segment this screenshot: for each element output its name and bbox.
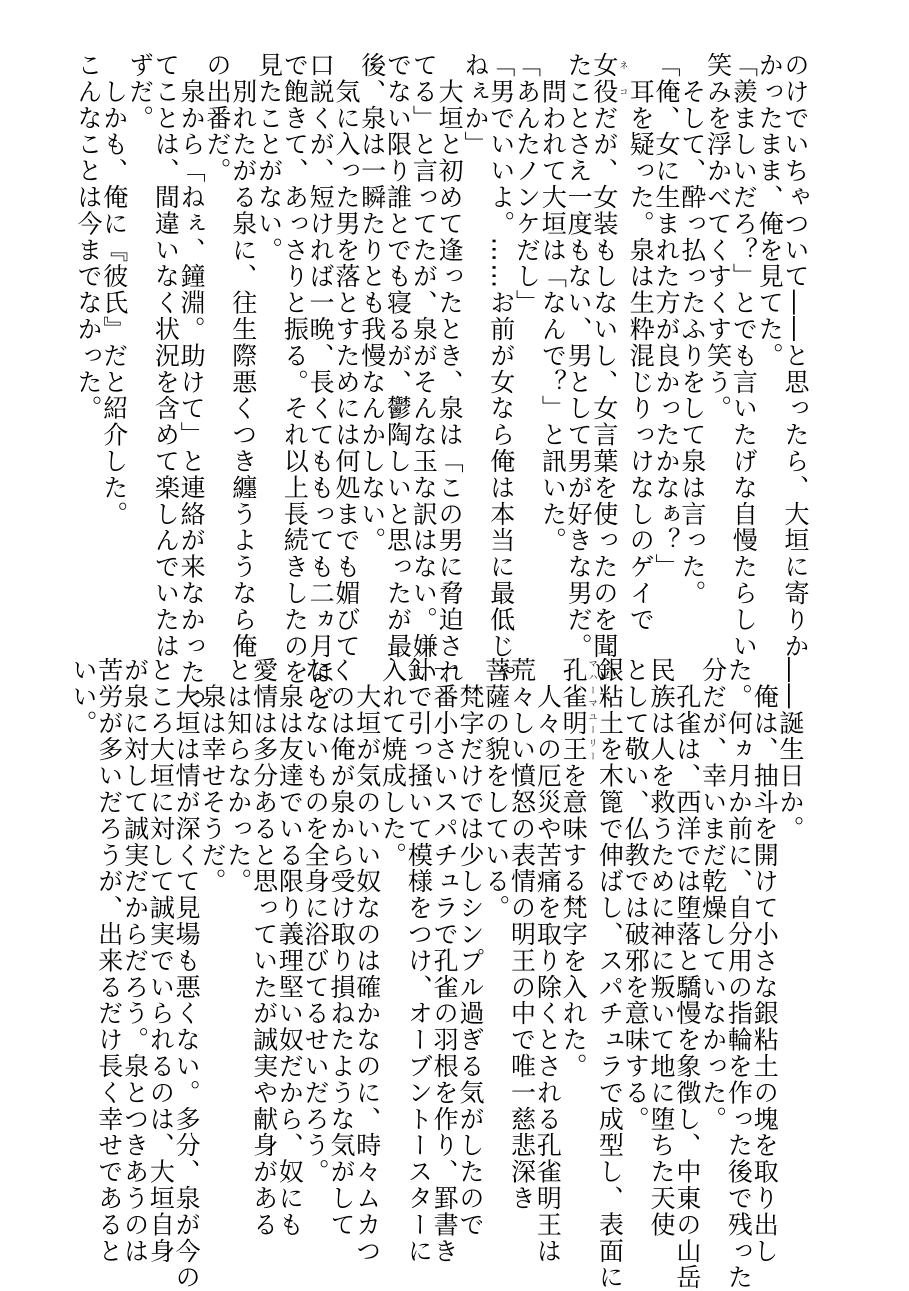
- text-line: 孔雀は、西洋では堕落と驕慢を象徴し、中東の山岳: [672, 657, 702, 1291]
- text-line: 分だが、幸いまだ乾燥していなかった。: [698, 657, 728, 1133]
- text-line: ならないものを全身に浴びてるせいだろう。: [301, 657, 331, 1185]
- text-line: てる」と言ってたが、泉がそんな玉な訳はない。嫌い: [409, 52, 439, 686]
- text-line: 「あんたノンケだし」: [512, 52, 542, 316]
- text-line-with-ruby: [560, 657, 596, 1257]
- text-line: 耳を疑った。泉は生粋混じりっけなしのゲイで: [626, 52, 656, 633]
- text-line: 梵字だけでは少しシンプル過ぎる気がしたので: [455, 657, 485, 1238]
- text-line: 泉は幸せそうだ。: [197, 657, 227, 895]
- text-line: 「羨ましいだろ？」とでも言いたげな自慢たらしい: [729, 52, 759, 660]
- ruby-annotation: [559, 657, 597, 763]
- text-line: 一番小さいスパチュラで孔雀の羽根を作り、罫書き: [430, 657, 460, 1265]
- text-line: 気に入った男を落とすためには何処までも媚びて: [331, 52, 361, 660]
- text-line: 大垣が気のいい奴なのは確かなのに、時々ムカつ: [352, 657, 382, 1265]
- text-line: のけでいちゃついて――と思ったら、大垣に寄りか: [781, 52, 810, 660]
- text-line: かったまま、俺を見てた。: [755, 52, 785, 369]
- ruby-base: 孔雀明王: [559, 657, 589, 763]
- text-line: ところ大垣に対して誠実でいられるのは、大垣自身: [146, 657, 176, 1265]
- text-line: 問われて大垣は「なんで？」と訊いた。: [538, 52, 568, 554]
- text-line: くのは俺が泉から受け取り損ねたような気がして: [326, 657, 356, 1238]
- text-line: た。何ヵ月か前に、自分用の指輪を作った後で残った: [724, 657, 754, 1291]
- text-line: ねぇか」: [460, 52, 490, 158]
- text-block-bottom: [68, 657, 805, 1291]
- text-line: ――誕生日か。: [776, 657, 805, 842]
- line-segment: を意味する梵字を入れた。: [559, 762, 589, 1080]
- text-line: 民族は人を救うために神に叛いて地に堕ちた天使: [647, 657, 677, 1238]
- text-line: 大垣と初めて逢ったとき、泉は「この男に脅迫され: [435, 52, 465, 686]
- text-line: 荒々しい憤怒の表情の明王の中で唯一慈悲深き: [507, 657, 537, 1212]
- text-line: 菩薩の貌をしている。: [481, 657, 511, 921]
- text-line: 「男でいいよ。……お前が女なら俺は本当に最低じゃ: [486, 52, 516, 686]
- text-line: 後、泉は一瞬たりとも我慢なんかしない。: [357, 52, 387, 554]
- text-line: 愛情は多分あると思っていたが誠実や献身がある: [249, 657, 279, 1238]
- text-line: いい。: [68, 657, 98, 737]
- text-line: こんなことは今までなかった。: [73, 52, 103, 422]
- ruby-text: マハーマユーリー: [586, 657, 597, 763]
- text-line: 「俺、女に生まれた方が良かったかなぁ？」: [652, 52, 682, 580]
- line-segment: だが、女装もしないし、女言葉を使ったのを聞い: [589, 104, 619, 686]
- text-line: 俺は、抽斗を開けて小さな銀粘土の塊を取り出し: [750, 657, 780, 1265]
- text-line-with-ruby: [589, 52, 628, 686]
- text-line: 大垣は情が深くて見場も悪くない。多分、泉が今の: [172, 657, 202, 1291]
- text-line: 見たことがない。: [254, 52, 284, 264]
- text-line: 笑みを浮かべてくすくす笑う。: [703, 52, 733, 422]
- ruby-annotation: [589, 52, 628, 105]
- ruby-text: ネコ: [617, 52, 628, 105]
- text-line: ずだ。: [125, 52, 155, 132]
- text-line: として敬い、仏教では破邪を意味する。: [621, 657, 651, 1133]
- ruby-base: 女役: [589, 52, 619, 105]
- text-line: 別れたがる泉に、往生際悪くつき纏うようなら俺: [228, 52, 258, 660]
- text-line: でない限り誰とでも寝るが、鬱陶しいと思ったが最: [383, 52, 413, 660]
- text-line: 入れて焼成した。: [378, 657, 408, 869]
- text-line: の出番だ。: [202, 52, 232, 184]
- text-line: しかも、俺に『彼氏』だと紹介した。: [99, 52, 129, 528]
- text-line: てことは、間違いなく状況を含めて楽しんでいたは: [151, 52, 181, 660]
- text-line: 苦労が多いだろうが、出来るだけ長く幸せであると: [94, 657, 124, 1265]
- text-line: たことさえ一度もない、男として男が好きな男だ。: [564, 52, 594, 660]
- text-line: そして、酔っ払ったふりをして泉は言った。: [677, 52, 707, 607]
- text-line: 口説くが、短ければ一晩、長くてももっても二ヵ月ほど: [306, 52, 336, 712]
- text-line: 泉は友達でいる限り義理堅い奴だから、奴にも: [275, 657, 305, 1238]
- text-line: とは知らなかった。: [223, 657, 253, 895]
- text-line: 銀粘土を木篦で伸ばし、スパチュラで成型し、表面に: [595, 657, 625, 1291]
- text-line: で飽きて、あっさりと振る。それ以上長続きしたのを: [280, 52, 310, 686]
- text-line: 人々の厄災や苦痛を取り除くとされる孔雀明王は: [533, 657, 563, 1265]
- text-line: が泉に対して誠実だからだろう。泉とつきあうのは: [120, 657, 150, 1265]
- text-line: 泉から「ねぇ、鐘淵。助けて」と連絡が来なかったっ: [177, 52, 207, 712]
- text-line: 針で引っ掻いて模様をつけ、オーブントースターに: [404, 657, 434, 1265]
